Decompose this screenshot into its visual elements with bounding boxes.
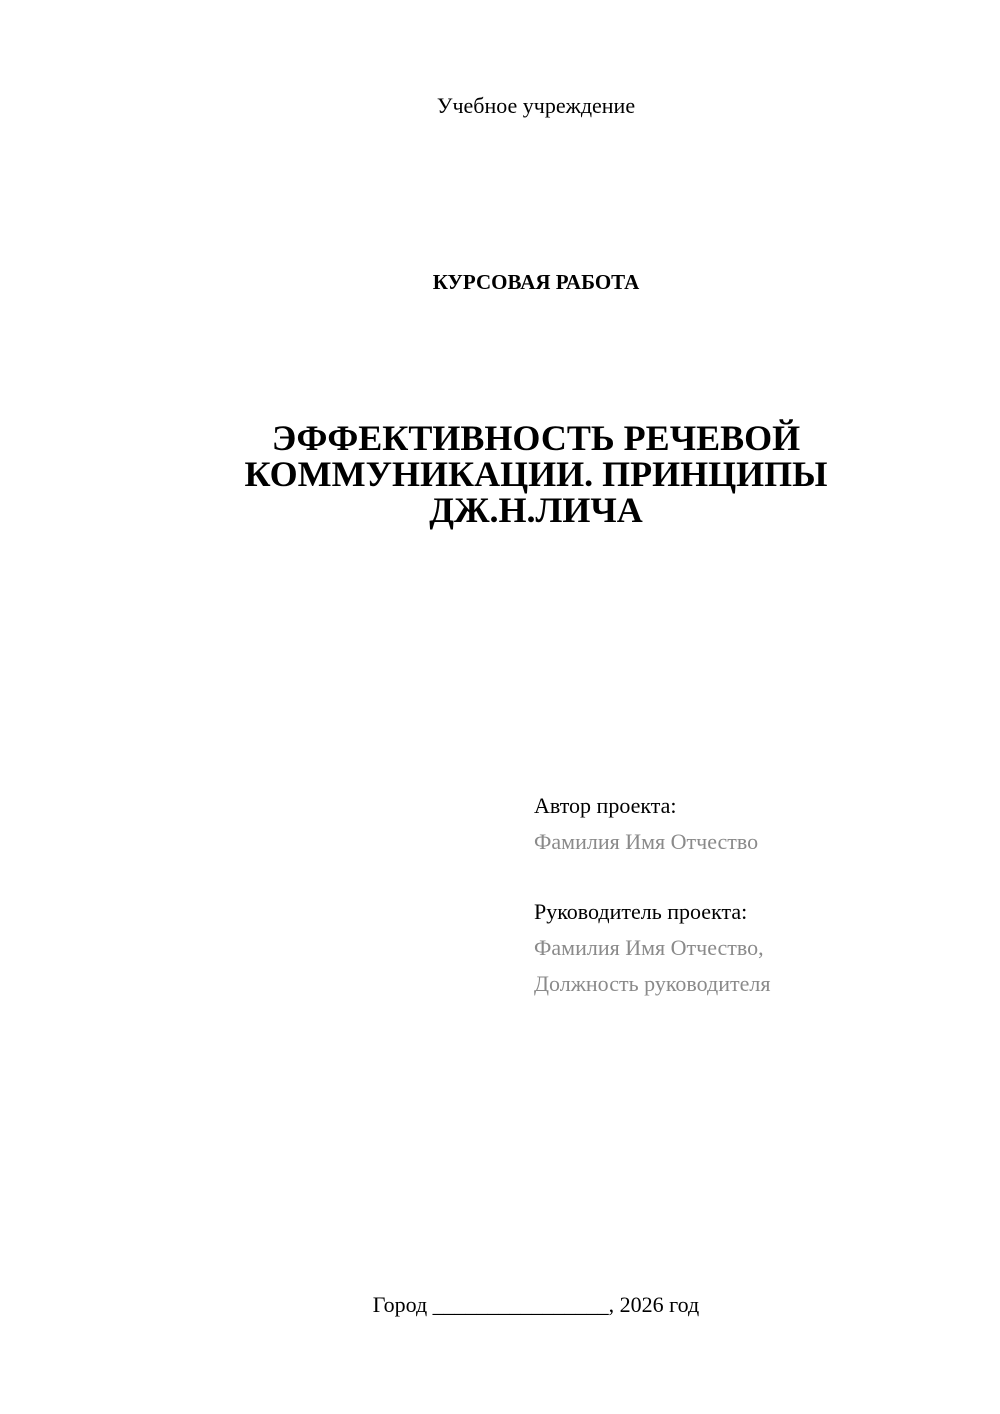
supervisor-block [534,894,974,1002]
document-title [180,420,892,528]
author-block [534,788,974,860]
title-line-2: КОММУНИКАЦИИ. ПРИНЦИПЫ [244,454,828,494]
work-type-heading: КУРСОВАЯ РАБОТА [432,270,640,294]
city-year-footer: Город ________________, 2026 год [372,1292,700,1317]
author-label: Автор проекта: [534,793,677,818]
supervisor-label: Руководитель проекта: [534,899,748,924]
title-line-3: ДЖ.Н.ЛИЧА [429,490,643,530]
supervisor-name: Фамилия Имя Отчество, [534,935,764,960]
supervisor-position: Должность руководителя [534,971,771,996]
author-name: Фамилия Имя Отчество [534,829,759,854]
institution-name: Учебное учреждение [436,93,636,118]
title-line-1: ЭФФЕКТИВНОСТЬ РЕЧЕВОЙ [271,418,801,458]
